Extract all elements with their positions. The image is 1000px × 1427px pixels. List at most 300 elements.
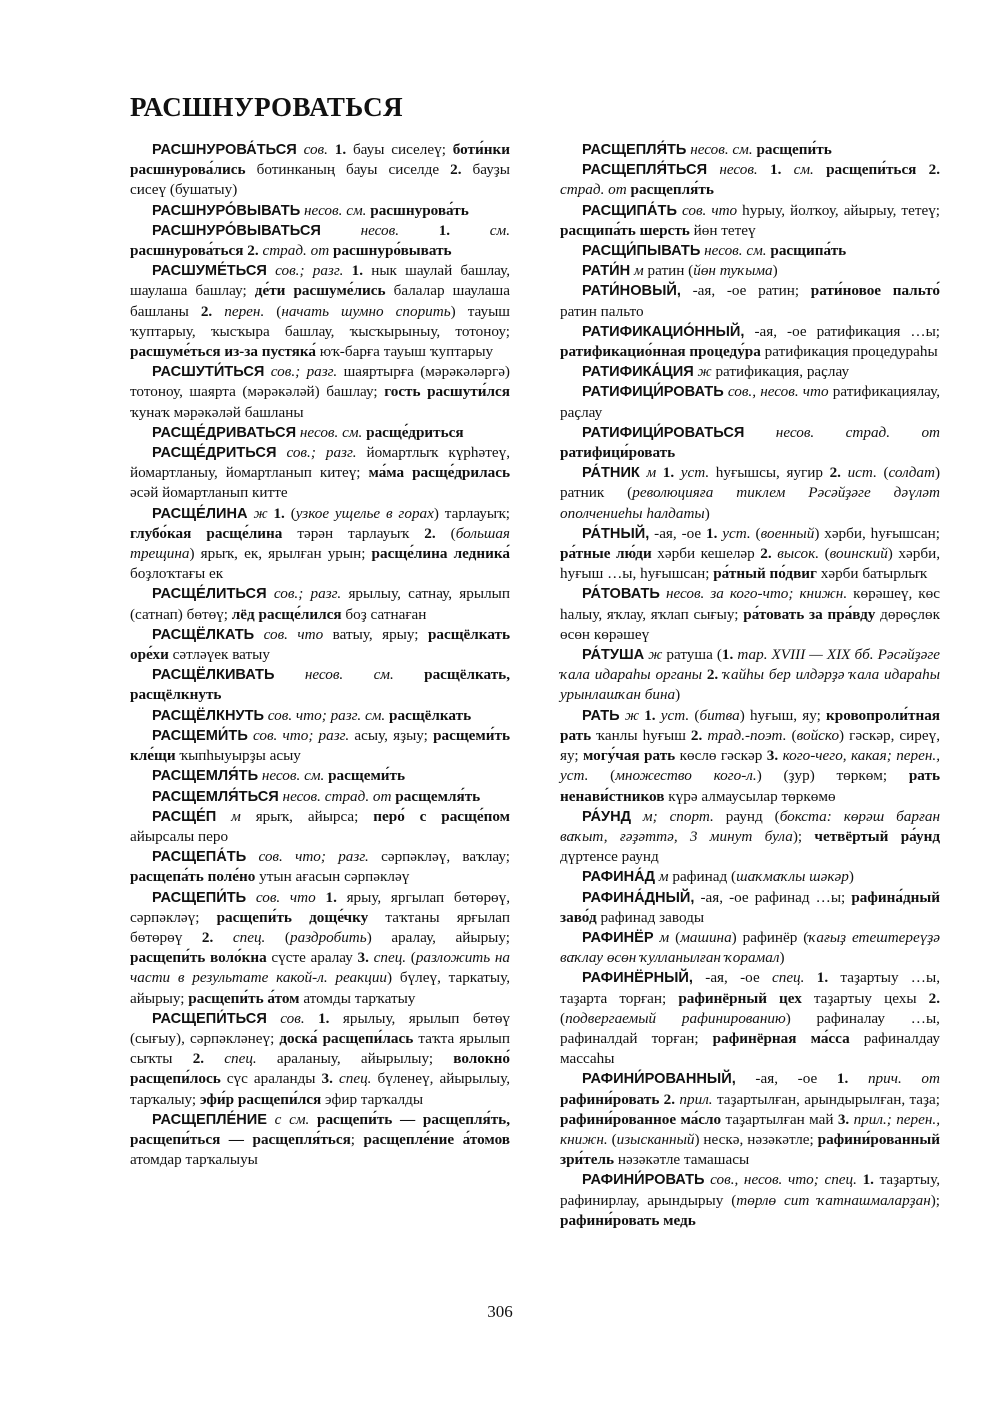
definition-text: ҡунаҡ мәрәкәләй башланы (130, 403, 304, 421)
running-head: РАСШНУРОВАТЬСЯ (130, 92, 404, 122)
example-phrase: расщёлкать (389, 706, 472, 724)
grammar-label: спец. (224, 1050, 257, 1068)
definition-text (321, 222, 361, 239)
definition-text: сүсте аралау (266, 949, 358, 967)
definition-text: ( (750, 524, 761, 542)
dictionary-entry (560, 888, 940, 928)
example-phrase: 3. (357, 949, 369, 967)
page-number: 306 (487, 1302, 513, 1321)
headword: РА́ТУША (582, 647, 645, 664)
example-phrase: рафини́ровать 2. (560, 1090, 676, 1108)
grammar-label: сов. (280, 1009, 305, 1027)
example-phrase: 3. (321, 1070, 333, 1088)
definition-text: ) һуғыш, яу; (739, 706, 827, 724)
example-phrase: расщипа́ть (770, 242, 847, 260)
example-phrase: ра́тные лю́ди (560, 545, 652, 563)
definition-text: дөрөҫлөк өсөн көрәшеү (560, 605, 940, 643)
grammar-label: несов. страд. от (282, 787, 392, 805)
definition-text: хәрби батырлыҡ (816, 565, 928, 583)
definition-text: ратин пальто (560, 302, 644, 320)
grammar-label: разложить на части в результате какой-л. реакции (130, 949, 510, 987)
headword: РАСЩЕ́П (152, 808, 217, 825)
example-phrase: расшнуро́вывать (333, 242, 452, 260)
example-phrase: расщёлкать оре́хи (130, 625, 511, 664)
definition-text (316, 889, 326, 906)
example-phrase: расщепи́ть — расщепля́ть, расщепи́ться — расщепля́ться (130, 1110, 510, 1148)
dictionary-entry (130, 362, 510, 423)
definition-text: таҙартыу …ы, таҙарта торған; (560, 969, 940, 1007)
definition-text: ); (930, 1191, 941, 1209)
headword: РАТИФИКАЦИО́ННЫЙ, (582, 323, 745, 340)
grammar-label: сов. что (255, 888, 316, 906)
headword: РАФИНИ́РОВАТЬ (582, 1172, 705, 1189)
definition-text: рафинад ( (668, 868, 737, 886)
definition-text: таҡтаны ярғылап бөтөрөү (130, 908, 510, 946)
example-phrase: ра́тный по́двиг (713, 565, 817, 583)
grammar-label: м; спорт. (642, 807, 714, 825)
example-phrase: ратификацио́нная процеду́ра (560, 343, 761, 361)
example-phrase: 2. (760, 545, 772, 563)
grammar-label: сов. что; разг. см. (267, 706, 386, 724)
definition-text: балалар шаулаша башланы (130, 282, 510, 320)
definition-text: нык шаулай башлау, шаулаша башлау; (130, 262, 511, 300)
grammar-label: большая трещина (130, 524, 510, 563)
dictionary-entry (130, 847, 510, 887)
definition-text: ( (284, 504, 296, 522)
definition-text (450, 222, 490, 239)
grammar-label: ҡайһы бер илдәрҙә ҡала идараһы урынлашҡан бина (560, 666, 940, 704)
grammar-label: страд. от (560, 181, 627, 199)
headword: РАФИНИ́РОВАННЫЙ, (582, 1071, 736, 1088)
dictionary-entry (560, 584, 940, 645)
grammar-label: трад.-поэт. (707, 726, 787, 744)
grammar-label: сов. (303, 141, 328, 158)
definition-text: ратин ( (643, 262, 694, 280)
definition-text: ) бүлеү, таркатыу, айырыу; (130, 969, 511, 1007)
definition-text: -ая, -ое (649, 524, 707, 542)
example-phrase: расщёлкать, расщёлкнуть (130, 666, 511, 704)
example-phrase: 1. (318, 1009, 330, 1027)
grammar-label: уст. (660, 706, 690, 724)
definition-text (267, 585, 274, 602)
grammar-label: кого-чего, какая; перен., уст. (560, 747, 940, 785)
definition-text: -ая, -ое ратин; (680, 282, 811, 300)
grammar-label: высок. (777, 545, 820, 563)
example-phrase: рафинёрный цех (678, 989, 802, 1007)
dictionary-entry (560, 645, 940, 706)
example-phrase: кровопроли́тная рать (560, 706, 941, 744)
grammar-label: сов.; разг. (286, 444, 357, 462)
definition-text: ); (792, 827, 815, 845)
example-phrase: 1. (438, 221, 451, 239)
definition-text: ) (772, 262, 778, 280)
example-phrase: четвёртый ра́унд (814, 827, 941, 845)
headword: РАСЩЁЛКИВАТЬ (152, 667, 275, 684)
definition-text: сүс араланды (220, 1070, 322, 1088)
example-phrase: лёд расще́лился (231, 605, 342, 623)
grammar-label: страд. от (262, 242, 330, 260)
definition-text: ) аралау, айырыу; (366, 928, 510, 946)
example-phrase: 1. (325, 888, 337, 906)
example-phrase: ратифици́ровать (560, 444, 676, 462)
grammar-label: прил. (679, 1090, 713, 1108)
dictionary-entry (560, 463, 940, 524)
definition-text: айырсалы перо (130, 827, 229, 845)
grammar-label: с см. (274, 1110, 310, 1128)
definition-text (246, 889, 256, 906)
dictionary-entry (560, 362, 940, 382)
definition-text: ) хәрби, һуғышсан; (814, 524, 940, 542)
example-phrase: 2. (928, 989, 940, 1007)
grammar-label: уст. (722, 524, 751, 542)
definition-text: ратификациялау, раҫлау (560, 383, 941, 421)
definition-text: рафинад заводы (596, 908, 705, 926)
definition-text (276, 444, 286, 461)
definition-text: нәзәкәтле тамашасы (614, 1151, 750, 1169)
definition-text: ярылыу, ярылып бөтөү (сығыу), сәрпәкләнеү; (130, 1009, 511, 1047)
definition-text: ярыҡ, айырса; (240, 807, 374, 825)
grammar-label: раздробить (289, 928, 367, 946)
definition-text: ) (ҙур) төркөм; (756, 767, 909, 785)
grammar-label: солдат (888, 464, 935, 482)
grammar-label: сов. что (263, 625, 324, 643)
example-phrase: рафини́рованное ма́сло (560, 1110, 722, 1128)
definition-text: ботинканың бауы сиселде (245, 161, 451, 179)
definition-text: дүртенсе раунд (560, 848, 659, 866)
definition-text: хәрби кешеләр (651, 545, 761, 563)
definition-text (274, 666, 304, 683)
grammar-label: м (646, 464, 657, 482)
example-phrase: 1. (816, 969, 829, 987)
headword: РАСШУТИ́ТЬСЯ (152, 364, 265, 381)
definition-text: ( (876, 464, 889, 482)
example-phrase: ра́товать за пра́вду (743, 605, 876, 623)
definition-text: ярылыу, сатнау, ярылып (сатнап) бөтөү; (130, 585, 510, 623)
grammar-label: төрлө сит ҡатнашмаларҙан (736, 1191, 931, 1209)
dictionary-entry (560, 1069, 940, 1170)
definition-text: ) хәрби, һуғыш …ы, һуғышсан; (560, 545, 941, 583)
definition-text: боҙлоҡтағы ек (130, 565, 224, 583)
definition-text: күрә алмаусылар төркөмө (664, 787, 836, 805)
dictionary-entry (560, 140, 940, 160)
example-phrase: 1. (721, 646, 734, 664)
definition-text: таҙартыу цехы (801, 989, 929, 1007)
definition-text (212, 303, 224, 320)
definition-text: -ая, -ое ратификация …ы; (744, 322, 940, 340)
definition-text (758, 161, 770, 178)
dictionary-entry (560, 423, 940, 463)
definition-text: ватыу, ярыу; (323, 625, 428, 643)
definition-text (781, 161, 793, 178)
example-phrase: расщепи́ть (756, 141, 832, 158)
definition-text (305, 1010, 318, 1027)
headword: РАТЬ (582, 707, 620, 724)
definition-text: таҙартыу, рафинирлау, арындырыу ( (560, 1171, 940, 1209)
example-phrase: расщепи́ться 2. (826, 161, 941, 179)
dictionary-entry (130, 1009, 510, 1110)
definition-text: ) (675, 686, 681, 704)
headword: РАСШУМЕ́ТЬСЯ (152, 263, 267, 280)
grammar-label: несов. страд. от (775, 423, 941, 441)
headword: РАТИФИЦИ́РОВАТЬСЯ (582, 424, 745, 441)
example-phrase: де́ти расшуме́лись (254, 282, 386, 300)
dictionary-entry (130, 201, 510, 221)
definition-text: атомдар тарҡалыуы (130, 1151, 258, 1169)
definition-text: ратуша ( (662, 646, 722, 664)
headword: РАСЩЁЛКАТЬ (152, 626, 255, 643)
grammar-label: множество кого-л. (615, 767, 757, 785)
definition-text: тәрән тарлауыҡ (282, 524, 425, 542)
definition-text: -ая, -ое (692, 969, 772, 987)
headword: РАСЩЕПА́ТЬ (152, 849, 247, 866)
example-phrase: расщепле́ние а́томов (363, 1130, 510, 1148)
example-phrase: перо́ с расще́пом (373, 807, 510, 825)
definition-text: йөн тетеү (689, 221, 756, 239)
definition-text: -ая, -ое (735, 1070, 837, 1088)
definition-text: ( (435, 524, 456, 542)
definition-text: йомартлыҡ күрһәтеү, йомартланыу, йомартланып китеү; (130, 444, 510, 482)
definition-text: ) рафинёр ( (731, 928, 809, 946)
dictionary-entry (560, 261, 940, 281)
definition-text: рафиналдау массаһы (560, 1029, 940, 1068)
definition-text: ҡыпһыуырҙы асыу (175, 747, 301, 765)
dictionary-entry (560, 928, 940, 968)
example-phrase: расщеми́ть кле́щи (130, 726, 510, 765)
example-phrase: расщепи́ть воло́кна (130, 949, 267, 967)
grammar-label: см. (489, 221, 511, 239)
definition-text (246, 848, 258, 865)
dictionary-entry (560, 281, 940, 321)
headword: РАТИ́НОВЫЙ, (582, 283, 681, 300)
grammar-label: тар. XVIII — XIX бб. Рәсәйҙәге ҡала идараһы органы (560, 646, 941, 684)
definition-text: ярыу, яргылап бөтөрөү, сәрпәкләү; (130, 888, 511, 926)
dictionary-entry (130, 261, 510, 362)
example-phrase: 3. (766, 747, 779, 765)
right-column (560, 140, 940, 1231)
definition-text (399, 222, 439, 239)
definition-text: ) тарлауыҡ; (433, 504, 511, 522)
grammar-label: сов., несов. что; спец. (710, 1171, 857, 1189)
definition-text: боҙ сатнаған (341, 605, 427, 623)
example-phrase: 2. (450, 161, 462, 179)
example-phrase: 2. (192, 1050, 205, 1068)
definition-text: көрәшеү, көс һалыу, яҡлау, яҡлап сығыу; (560, 585, 940, 623)
dictionary-entry (560, 1170, 940, 1231)
example-phrase: эфи́р расщепи́лся (199, 1090, 322, 1108)
dictionary-entry (130, 706, 510, 726)
definition-text (254, 626, 263, 643)
definition-text (204, 1050, 224, 1067)
grammar-label: несов. см. (690, 141, 753, 158)
dictionary-entry (560, 706, 940, 807)
dictionary-entry (130, 443, 510, 504)
definition-text (744, 424, 775, 441)
definition-text: юҡ-барға тауыш ҡуптарыу (315, 343, 494, 361)
example-phrase: глубо́кая расще́лина (130, 524, 283, 542)
dictionary-entry (560, 807, 940, 868)
definition-text: һурыу, йолҡоу, айырыу, тетеү; (737, 201, 941, 219)
example-phrase: 2. (201, 928, 214, 946)
grammar-label: военный (760, 524, 815, 542)
definition-text: ) ярыҡ, ек, ярылған урын; (189, 545, 372, 563)
example-phrase: 2. (829, 464, 841, 482)
definition-text: ( (588, 767, 616, 785)
headword: РА́УНД (582, 808, 632, 825)
example-phrase: рать ненави́стников (560, 767, 940, 805)
definition-text: утын ағасын сәрпәкләү (255, 868, 410, 886)
definition-text: ; (350, 1130, 364, 1148)
dictionary-entry (130, 504, 510, 585)
dictionary-entry (130, 140, 510, 201)
grammar-label: ҡағыҙ етештереүҙә ваҡлау өсөн ҡулланылған ҡорамал (560, 928, 941, 967)
example-phrase: 2. (706, 666, 719, 684)
definition-text: таҡта ярылып сыҡты (130, 1029, 510, 1068)
headword: РАФИНЁР (582, 929, 654, 946)
definition-text: таҙартылған, арындырылған, таҙа; (712, 1090, 940, 1108)
example-phrase: 1. (706, 524, 718, 542)
grammar-label: несов. (719, 161, 758, 179)
definition-text: ( (786, 726, 797, 744)
definition-text (328, 141, 335, 158)
dictionary-entry (560, 201, 940, 241)
example-phrase: 1. (836, 1070, 849, 1088)
definition-text: ( (819, 545, 830, 563)
example-phrase: 1. (273, 504, 285, 522)
definition-text: ) гәскәр, сиреү, яу; (560, 726, 940, 765)
headword: РАСЩЕМЛЯ́ТЬ (152, 768, 259, 785)
grammar-label: м (659, 928, 670, 946)
example-phrase: расщепля́ть (630, 181, 714, 199)
grammar-label: сов. что; разг. (253, 726, 350, 744)
headword: РАФИНА́ДНЫЙ, (582, 889, 695, 906)
grammar-label: сов.; разг. (275, 262, 344, 280)
definition-text (394, 666, 424, 683)
definition-text: ратификация процедураһы (760, 343, 938, 361)
grammar-label: шаҡмаҡлы шәкәр (736, 868, 849, 886)
example-phrase: 3. (837, 1110, 850, 1128)
dictionary-entry (560, 968, 940, 1069)
grammar-label: м (231, 807, 241, 825)
headword: РАСЩЕ́ЛИТЬСЯ (152, 586, 267, 603)
definition-text: ) (704, 504, 710, 522)
example-phrase: расщепи́ть доще́чку (216, 908, 369, 926)
example-phrase: 2. (200, 302, 213, 320)
example-phrase: расщемля́ть (395, 787, 481, 805)
headword: РАТИФИЦИ́РОВАТЬ (582, 384, 724, 401)
grammar-label: м (658, 868, 669, 886)
definition-text: сәрпәкләү, ваҡлау; (368, 848, 510, 866)
headword: РАСЩЕ́ЛИНА (152, 505, 248, 522)
dictionary-entry (560, 524, 940, 585)
definition-text: сәтләүек ватыу (168, 646, 270, 664)
definition-text: ( (264, 302, 282, 320)
definition-text (656, 464, 663, 481)
grammar-label: уст. (680, 464, 710, 482)
grammar-label: йөн туҡыма (693, 262, 773, 280)
definition-text: ) рафиналау …ы, рафиналдай торған; (560, 1009, 940, 1047)
definition-text (707, 161, 719, 178)
definition-text: атомды тарҡатыу (299, 989, 416, 1007)
definition-text (804, 969, 816, 986)
grammar-label: революцияға тиклем Рәсәйҙәге дәүләт ополчениеһы һалдаты (560, 484, 940, 522)
definition-text: ( (607, 1130, 617, 1148)
grammar-label: прич. от (867, 1070, 940, 1088)
headword: РАСЩЕПЛЯ́ТЬСЯ (582, 162, 708, 179)
grammar-label: прил.; перен., книжн. (560, 1110, 940, 1148)
example-phrase: расще́дриться (366, 423, 464, 441)
example-phrase: ма́ма расще́дрилась (368, 464, 510, 482)
grammar-label: ж (253, 504, 268, 522)
example-phrase: доска́ расщепи́лась (279, 1029, 414, 1047)
headword: РАТИ́Н (582, 263, 631, 280)
example-phrase: волокно́ расщепи́лось (130, 1050, 510, 1088)
grammar-label: несов. см. (299, 423, 363, 441)
grammar-label: ж (648, 646, 663, 664)
headword: РАСЩЕ́ДРИВАТЬСЯ (152, 424, 297, 441)
dictionary-entry (130, 665, 510, 705)
definition-text: ратификация, раҫлау (711, 363, 850, 381)
definition-text: раунд ( (713, 807, 780, 825)
definition-text: -ая, -ое рафинад …ы; (694, 888, 852, 906)
definition-text (674, 464, 681, 481)
example-phrase: рати́новое пальто́ (810, 282, 940, 300)
grammar-label: узкое ущелье в горах (295, 504, 434, 522)
example-phrase: расшнурова́ть (370, 201, 469, 219)
dictionary-entry (130, 787, 510, 807)
headword: РАСШНУРОВА́ТЬСЯ (152, 142, 297, 158)
dictionary-entry (130, 726, 510, 766)
headword: РАСШНУРО́ВЫВАТЬСЯ (152, 222, 321, 239)
grammar-label: спец. (373, 949, 407, 967)
example-phrase: расщепа́ть поле́но (130, 868, 256, 886)
grammar-label: войско (796, 726, 840, 744)
example-phrase: 1. (862, 1171, 874, 1189)
definition-text: ) ратник ( (560, 464, 941, 502)
definition-text: ( (689, 706, 700, 724)
grammar-label: сов.; разг. (270, 363, 338, 381)
dictionary-entry (130, 888, 510, 1009)
dictionary-entry (560, 867, 940, 887)
example-phrase: рафина́дный заво́д (560, 888, 940, 926)
grammar-label: подвергаемый рафинированию (565, 1009, 786, 1027)
grammar-label: ист. (847, 464, 877, 482)
example-phrase: расшнурова́ться 2. (130, 242, 259, 260)
dictionary-entry (560, 322, 940, 362)
dictionary-entry (130, 1110, 510, 1171)
example-phrase: боти́нки расшнурова́лись (130, 141, 510, 179)
example-phrase: 2. (424, 524, 436, 542)
example-phrase: расщеми́ть (328, 767, 406, 785)
grammar-label: несов. (360, 221, 399, 239)
grammar-label: ж (697, 363, 712, 381)
dictionary-entry (130, 766, 510, 786)
dictionary-entry (130, 221, 510, 261)
grammar-label: битва (699, 706, 740, 724)
definition-text: әсәй йомартланып китте (130, 484, 288, 502)
definition-text: ) (779, 949, 785, 967)
definition-text: һуғышсы, яугир (709, 464, 830, 482)
headword: РА́ТОВАТЬ (582, 586, 660, 603)
example-phrase: 1. (662, 464, 675, 482)
headword: РАФИНЁРНЫЙ, (582, 970, 693, 987)
definition-text: ) нескә, нәзәкәтле; (694, 1130, 818, 1148)
grammar-label: несов. см. (704, 242, 767, 260)
definition-text (631, 808, 643, 825)
definition-text (267, 1010, 280, 1027)
definition-text (213, 929, 233, 946)
headword: РАСЩИ́ПЫВАТЬ (582, 243, 701, 260)
headword: РАСЩИПА́ТЬ (582, 202, 677, 219)
